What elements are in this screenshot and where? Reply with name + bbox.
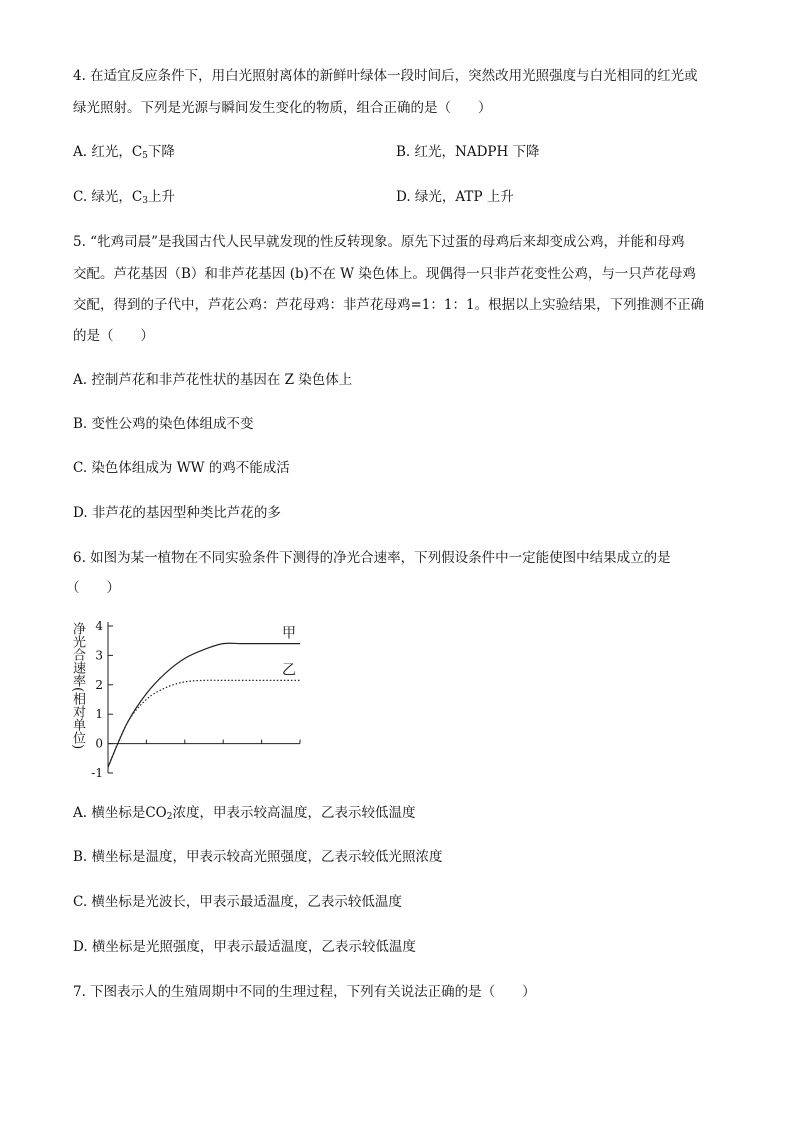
q5-stem-line-4: 的是（ ） (73, 328, 154, 344)
chart-series-line-1 (108, 680, 300, 767)
chart-y-axis-label: 净光合速率(相对单位) (70, 622, 85, 750)
q6-option-b: B. 横坐标是温度，甲表示较高光照强度，乙表示较低光照浓度 (73, 849, 443, 865)
q4-option-b: B. 红光，NADPH 下降 (396, 144, 540, 160)
chart-y-tick-label: 3 (95, 648, 103, 663)
net-photosynthesis-chart (60, 615, 320, 790)
q4-option-d: D. 绿光，ATP 上升 (396, 189, 514, 205)
q5-option-d: D. 非芦花的基因型种类比芦花的多 (73, 505, 281, 521)
chart-y-tick-label: 1 (95, 707, 103, 722)
q6-stem-line-1: 6. 如图为某一植物在不同实验条件下测得的净光合速率，下列假设条件中一定能使图中结果成立的是 (73, 550, 671, 566)
q6-stem-line-2: （ ） (66, 580, 120, 596)
chart-series-label: 乙 (282, 662, 296, 679)
q5-stem-line-3: 交配，得到的子代中，芦花公鸡：芦花母鸡：非芦花母鸡=1：1：1。根据以上实验结果，下列推测不正确 (73, 297, 705, 313)
q5-option-b: B. 变性公鸡的染色体组成不变 (73, 416, 254, 432)
q5-stem-line-2: 交配。芦花基因（B）和非芦花基因 (b)不在 W 染色体上。现偶得一只非芦花变性公鸡，与一只芦花母鸡 (73, 266, 696, 282)
chart-series-line-0 (108, 643, 300, 767)
chart-y-tick-label: 4 (95, 619, 103, 633)
q6-option-d: D. 横坐标是光照强度，甲表示最适温度，乙表示较低温度 (73, 939, 416, 955)
q6-option-c: C. 横坐标是光波长，甲表示最适温度，乙表示较低温度 (73, 894, 402, 910)
q4-option-c: C. 绿光，$C_3$上升 (73, 189, 175, 206)
chart-y-tick-label: -1 (91, 766, 103, 780)
q4-option-a: A. 红光，$C_5$下降 (73, 144, 175, 161)
q5-option-c: C. 染色体组成为 WW 的鸡不能成活 (73, 460, 290, 476)
q5-option-a: A. 控制芦花和非芦花性状的基因在 Z 染色体上 (73, 372, 353, 388)
q6-option-a: A. 横坐标是$CO_2$浓度，甲表示较高温度，乙表示较低温度 (73, 805, 416, 822)
q7-stem-line-1: 7. 下图表示人的生殖周期中不同的生理过程，下列有关说法正确的是（ ） (73, 984, 536, 1000)
q5-stem-line-1: 5. “牝鸡司晨”是我国古代人民早就发现的性反转现象。原先下过蛋的母鸡后来却变成公鸡，并能和母鸡 (73, 234, 685, 250)
q4-stem-line-1: 4. 在适宜反应条件下，用白光照射离体的新鲜叶绿体一段时间后，突然改用光照强度与白光相同的红光或 (73, 68, 698, 84)
chart-y-tick-label: 2 (95, 677, 103, 692)
chart-y-tick-label: 0 (95, 736, 103, 751)
chart-series-label: 甲 (282, 625, 296, 642)
q4-stem-line-2: 绿光照射。下列是光源与瞬间发生变化的物质，组合正确的是（ ） (73, 100, 492, 116)
